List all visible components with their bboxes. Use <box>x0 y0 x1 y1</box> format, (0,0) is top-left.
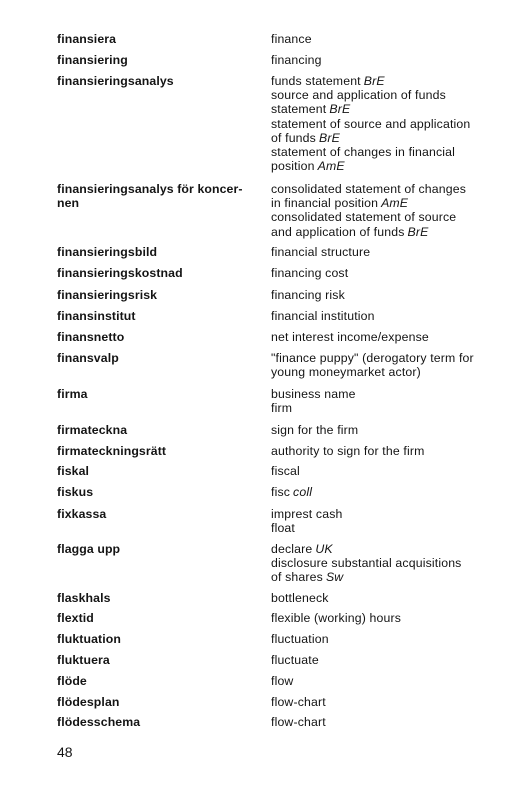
entry-term <box>57 266 271 280</box>
definition-text: financial institution <box>271 309 375 323</box>
definition-line <box>271 159 512 173</box>
definition-text: authority to sign for the firm <box>271 444 425 458</box>
term-line: finansieringsrisk <box>57 288 158 302</box>
dictionary-entry <box>57 245 512 259</box>
dictionary-entry <box>57 351 512 379</box>
entry-term <box>57 53 271 67</box>
dictionary-entry <box>57 266 512 280</box>
definition-text: fluctuation <box>271 632 329 646</box>
term-line: firmateckna <box>57 423 128 437</box>
definition-line <box>271 288 512 302</box>
dictionary-entry <box>57 674 512 688</box>
definition-line <box>271 591 512 605</box>
usage-label: UK <box>315 542 333 556</box>
definition-text: firm <box>271 401 293 416</box>
entry-definitions <box>271 485 512 499</box>
definition-text: statement of changes in financial <box>271 145 456 160</box>
definition-line <box>271 117 512 131</box>
entry-definitions <box>271 715 512 729</box>
entry-definitions <box>271 444 512 458</box>
entry-term <box>57 444 271 458</box>
definition-text: consolidated statement of changes <box>271 182 466 196</box>
definition-text: flow-chart <box>271 695 326 709</box>
dictionary-entry <box>57 464 512 478</box>
entry-definitions <box>271 507 512 535</box>
entry-definitions <box>271 182 512 239</box>
entry-definitions <box>271 695 512 709</box>
usage-label: AmE <box>381 196 409 211</box>
entry-term <box>57 351 271 379</box>
definition-line <box>271 464 512 478</box>
definition-line <box>271 225 512 239</box>
entry-term <box>57 611 271 625</box>
definition-text: statement of source and application <box>271 116 471 131</box>
dictionary-entry <box>57 632 512 646</box>
term-line: finansiering <box>57 53 128 67</box>
definition-line <box>271 653 512 667</box>
entry-term <box>57 182 271 239</box>
usage-label: BrE <box>407 224 429 239</box>
dictionary-entry <box>57 444 512 458</box>
definition-line <box>271 53 512 67</box>
definition-text: bottleneck <box>271 591 329 605</box>
definition-text: declare <box>271 542 313 556</box>
definition-line <box>271 365 512 379</box>
entry-definitions <box>271 464 512 478</box>
definition-line <box>271 632 512 646</box>
dictionary-entry <box>57 288 512 302</box>
definition-text: disclosure substantial acquisitions <box>271 556 462 571</box>
definition-line <box>271 485 512 499</box>
term-line: fiskal <box>57 464 90 478</box>
entry-definitions <box>271 542 512 585</box>
dictionary-entry <box>57 507 512 535</box>
usage-label: BrE <box>363 74 385 88</box>
usage-label: BrE <box>329 102 351 117</box>
term-line: flöde <box>57 674 87 688</box>
entry-definitions <box>271 423 512 437</box>
dictionary-entry <box>57 53 512 67</box>
dictionary-entry <box>57 591 512 605</box>
definition-text: imprest cash <box>271 507 343 521</box>
dictionary-entry <box>57 74 512 173</box>
entry-term <box>57 32 271 46</box>
dictionary-entry <box>57 653 512 667</box>
definition-line <box>271 507 512 521</box>
term-line: fixkassa <box>57 507 107 521</box>
definition-text: source and application of funds <box>271 88 446 103</box>
entry-definitions <box>271 653 512 667</box>
entry-definitions <box>271 309 512 323</box>
definition-text: of funds <box>271 130 316 145</box>
definition-line <box>271 182 512 196</box>
definition-text: funds statement <box>271 74 361 88</box>
entry-term <box>57 330 271 344</box>
definition-text: and application of funds <box>271 224 405 239</box>
definition-line <box>271 266 512 280</box>
definition-text: float <box>271 521 295 536</box>
definition-line <box>271 715 512 729</box>
usage-label: Sw <box>325 570 344 585</box>
definition-line <box>271 74 512 88</box>
usage-label: coll <box>293 485 313 499</box>
entry-definitions <box>271 330 512 344</box>
usage-label: BrE <box>318 130 340 145</box>
entry-term <box>57 632 271 646</box>
term-line: finansinstitut <box>57 309 136 323</box>
entry-term <box>57 485 271 499</box>
entry-definitions <box>271 266 512 280</box>
definition-text: fiscal <box>271 464 300 478</box>
definition-line <box>271 131 512 145</box>
page-number: 48 <box>57 744 73 760</box>
definition-text: "finance puppy" (derogatory term for <box>271 351 474 365</box>
term-line: flödesplan <box>57 695 120 709</box>
term-line: finansieringsanalys <box>57 74 174 88</box>
definition-line <box>271 309 512 323</box>
entry-term <box>57 288 271 302</box>
definition-line <box>271 674 512 688</box>
entry-definitions <box>271 674 512 688</box>
dictionary-entry <box>57 485 512 499</box>
dictionary-entry <box>57 387 512 415</box>
entry-definitions <box>271 74 512 173</box>
definition-line <box>271 387 512 401</box>
dictionary-entry <box>57 542 512 585</box>
term-line: firma <box>57 387 88 401</box>
entry-definitions <box>271 245 512 259</box>
definition-text: financing <box>271 53 322 67</box>
definition-text: statement <box>271 102 327 117</box>
definition-line <box>271 330 512 344</box>
entry-term <box>57 387 271 415</box>
entry-definitions <box>271 387 512 415</box>
definition-text: position <box>271 159 315 174</box>
definition-line <box>271 351 512 365</box>
entry-term <box>57 507 271 535</box>
entry-term <box>57 695 271 709</box>
entry-definitions <box>271 288 512 302</box>
definition-text: consolidated statement of source <box>271 210 457 225</box>
definition-line <box>271 611 512 625</box>
dictionary-entry <box>57 182 512 239</box>
term-line: finansvalp <box>57 351 119 365</box>
dictionary-entry <box>57 330 512 344</box>
definition-text: of shares <box>271 570 323 585</box>
definition-text: flow-chart <box>271 715 326 729</box>
definition-text: flow <box>271 674 294 688</box>
definition-line <box>271 196 512 210</box>
entry-definitions <box>271 632 512 646</box>
term-line: finansieringsbild <box>57 245 158 259</box>
entry-term <box>57 674 271 688</box>
dictionary-entry <box>57 611 512 625</box>
definition-text: flexible (working) hours <box>271 611 402 625</box>
definition-text: sign for the firm <box>271 423 359 437</box>
term-line: nen <box>57 196 80 211</box>
definition-line <box>271 210 512 224</box>
definition-line <box>271 145 512 159</box>
definition-text: fluctuate <box>271 653 319 667</box>
entry-term <box>57 74 271 173</box>
entry-definitions <box>271 351 512 379</box>
entry-term <box>57 423 271 437</box>
term-line: fluktuation <box>57 632 121 646</box>
definition-text: net interest income/expense <box>271 330 429 344</box>
term-line: finansieringskostnad <box>57 266 183 280</box>
definition-line <box>271 570 512 584</box>
usage-label: AmE <box>317 159 345 174</box>
definition-line <box>271 542 512 556</box>
dictionary-entry <box>57 695 512 709</box>
definition-text: fisc <box>271 485 291 499</box>
definition-line <box>271 521 512 535</box>
definition-line <box>271 102 512 116</box>
term-line: flaskhals <box>57 591 111 605</box>
term-line: finansiera <box>57 32 117 46</box>
definition-text: in financial position <box>271 196 379 211</box>
definition-line <box>271 245 512 259</box>
definition-line <box>271 695 512 709</box>
entry-definitions <box>271 611 512 625</box>
entry-term <box>57 464 271 478</box>
term-line: flextid <box>57 611 94 625</box>
definition-text: business name <box>271 387 356 401</box>
entry-definitions <box>271 53 512 67</box>
definition-line <box>271 32 512 46</box>
entry-definitions <box>271 32 512 46</box>
entry-term <box>57 653 271 667</box>
definition-text: financing risk <box>271 288 345 302</box>
dictionary-entry <box>57 423 512 437</box>
definition-text: financial structure <box>271 245 371 259</box>
term-line: fiskus <box>57 485 94 499</box>
dictionary-entry <box>57 32 512 46</box>
entry-term <box>57 245 271 259</box>
term-line: finansieringsanalys för koncer- <box>57 182 243 196</box>
term-line: flödesschema <box>57 715 141 729</box>
entry-definitions <box>271 591 512 605</box>
entry-term <box>57 715 271 729</box>
definition-text: young moneymarket actor) <box>271 365 421 380</box>
dictionary-entry <box>57 309 512 323</box>
definition-text: finance <box>271 32 312 46</box>
term-line: firmateckningsrätt <box>57 444 167 458</box>
definition-line <box>271 401 512 415</box>
entry-term <box>57 591 271 605</box>
term-line: fluktuera <box>57 653 110 667</box>
dictionary-entry <box>57 715 512 729</box>
entry-term <box>57 542 271 585</box>
term-line: finansnetto <box>57 330 125 344</box>
definition-text: financing cost <box>271 266 349 280</box>
entry-term <box>57 309 271 323</box>
definition-line <box>271 556 512 570</box>
term-line: flagga upp <box>57 542 121 556</box>
definition-line <box>271 423 512 437</box>
definition-line <box>271 88 512 102</box>
definition-line <box>271 444 512 458</box>
